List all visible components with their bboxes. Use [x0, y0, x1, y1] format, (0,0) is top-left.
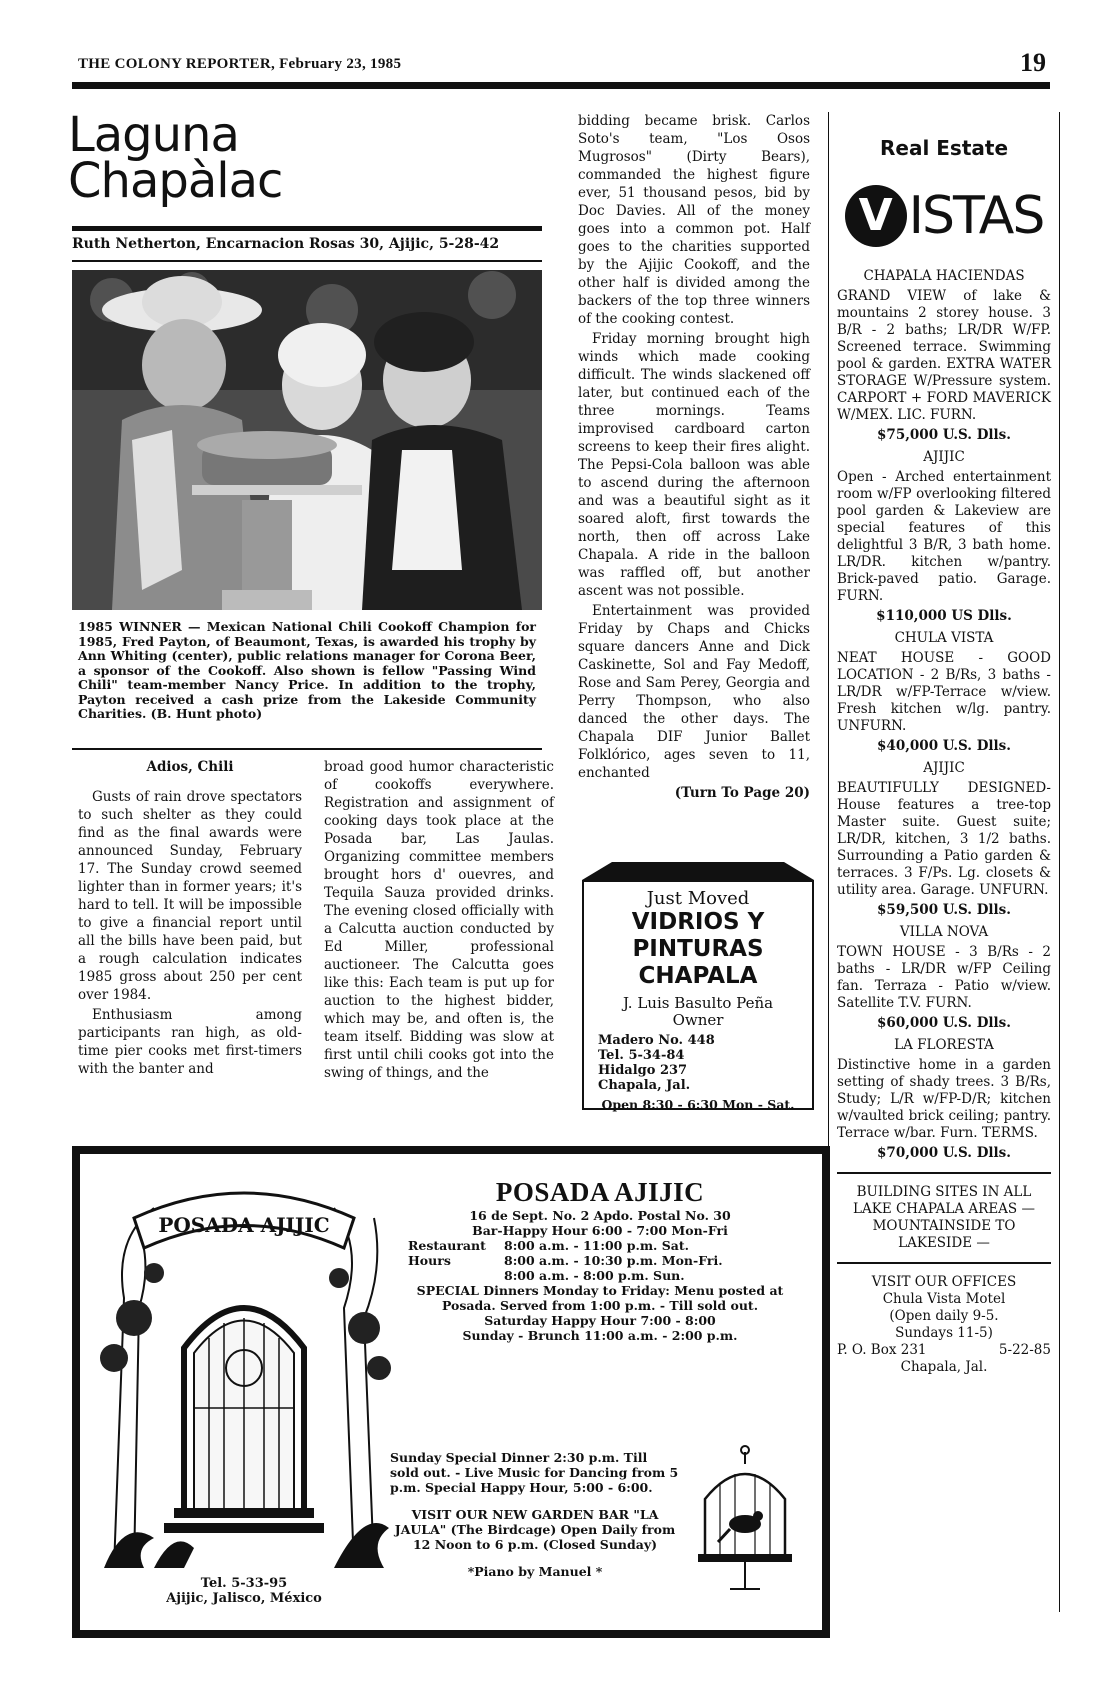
- divider: [837, 1172, 1051, 1174]
- listing-body: Open - Arched entertainment room w/FP overlooking filtered pool garden & Lakeview are special features of this delightful 3 B/R, 3 bath home. LR/DR. kitchen w/pantry. Brick-paved patio. Garage. FURN.: [837, 469, 1051, 604]
- article-paragraph: Entertainment was provided Friday by Chaps and Chicks square dancers Anne and Dick Caskinette, Sol and Fay Medoff, Rose and Sam Perey, Georgia and Perry Thompson, who also danced the other days. The Chapala DIF Junior Ballet Folklórico, ages seven to 11, enchanted: [578, 603, 810, 781]
- listing-price: $75,000 U.S. Dlls.: [877, 427, 1011, 443]
- vidrios-ad: [582, 880, 814, 1110]
- vidrios-name-2: PINTURAS: [632, 936, 764, 962]
- listing-body: TOWN HOUSE - 3 B/Rs - 2 baths - LR/DR w/FP Ceiling fan. Terraza - Patio w/view. Satellite T.V. FURN.: [837, 944, 1051, 1011]
- posada-bar-happy-hour: Bar-Happy Hour 6:00 - 7:00 Mon-Fri: [472, 1223, 728, 1238]
- photo-caption: 1985 WINNER — Mexican National Chili Cookoff Champion for 1985, Fred Payton, of Beaumont, Texas, is awarded his trophy by Ann Whiting (center), public relations manager for Corona Beer, a sponsor of the Cookoff. Also shown is fellow "Passing Wind Chili" team-member Nancy Price. In addition to the trophy, Payton received a cash prize from the Lakeside Community Charities. (B. Hunt photo): [78, 619, 536, 721]
- posada-info: [390, 1176, 810, 1343]
- listing-body: GRAND VIEW of lake & mountains 2 storey house. 3 B/R - 2 baths; LR/DR W/FP. Screened terrace. Swimming pool & garden. EXTRA WATER STORAGE W/Pressure system. CARPORT + FORD MAVERICK W/MEX. LIC. FURN.: [837, 288, 1051, 423]
- restaurant-hours-line: 8:00 a.m. - 8:00 p.m. Sun.: [504, 1268, 685, 1283]
- posada-tel: Tel. 5-33-95: [200, 1576, 288, 1591]
- section-title: [68, 107, 308, 209]
- offices-line: (Open daily 9-5.: [889, 1308, 999, 1324]
- offices-line: VISIT OUR OFFICES: [871, 1274, 1017, 1290]
- vistas-logo-v: V: [845, 185, 907, 247]
- posada-name: POSADA AJIJIC: [495, 1177, 705, 1207]
- listing-heading: AJIJIC: [923, 449, 965, 465]
- article-column-2: [324, 758, 554, 1084]
- vistas-logo: [837, 178, 1051, 254]
- ad-banner-shape: [582, 862, 814, 880]
- date-code: 5-22-85: [998, 1342, 1051, 1358]
- listing-heading: LA FLORESTA: [894, 1037, 994, 1053]
- listing-heading: AJIJIC: [923, 760, 965, 776]
- building-sites: BUILDING SITES IN ALL LAKE CHAPALA AREAS — MOUNTAINSIDE TO LAKESIDE —: [853, 1184, 1035, 1251]
- article-column-1: [78, 758, 302, 1080]
- listing: [837, 449, 1051, 625]
- vidrios-address: Madero No. 448: [598, 1033, 715, 1048]
- listing-price: $110,000 US Dlls.: [876, 608, 1012, 624]
- office-city: Chapala, Jal.: [900, 1359, 988, 1375]
- listing-heading: CHAPALA HACIENDAS: [863, 268, 1025, 284]
- posada-address: 16 de Sept. No. 2 Apdo. Postal No. 30: [469, 1208, 731, 1223]
- listing: [837, 630, 1051, 755]
- top-rule: [72, 82, 1050, 89]
- restaurant-hours-line: 8:00 a.m. - 10:30 p.m. Mon-Fri.: [504, 1253, 723, 1268]
- vidrios-owner-title: Owner: [672, 1011, 724, 1029]
- real-estate-title: Real Estate: [879, 136, 1009, 160]
- vidrios-address: Chapala, Jal.: [598, 1078, 691, 1093]
- article-paragraph: bidding became brisk. Carlos Soto's team, "Los Osos Mugrosos" (Dirty Bears), commanded the highest figure ever, 51 thousand pesos, bid by Doc Davies. All of the money goes into a common pot. Half goes to the charities supported by the Ajijic Cookoff, and the other half is divided among the backers of the top three winners of the cooking contest.: [578, 113, 810, 327]
- listing-body: NEAT HOUSE - GOOD LOCATION - 2 B/Rs, 3 baths - LR/DR w/FP-Terrace w/view. Fresh kitchen w/lg. pantry. UNFURN.: [837, 650, 1051, 734]
- masthead: [78, 48, 1046, 77]
- po-box-row: [837, 1342, 1051, 1359]
- offices-line: Chula Vista Motel: [882, 1291, 1006, 1307]
- posada-sunday-brunch: Sunday - Brunch 11:00 a.m. - 2:00 p.m.: [462, 1328, 738, 1343]
- caption-rule: [72, 748, 542, 750]
- listing-body: Distinctive home in a garden setting of shady trees. 3 B/Rs, Study; L/R w/FP-D/R; kitchen w/vaulted brick ceiling; pantry. Terrace w/bar. Furn. TERMS.: [837, 1057, 1051, 1141]
- posada-ajijic-ad: [72, 1146, 830, 1638]
- listing-price: $40,000 U.S. Dlls.: [877, 738, 1011, 754]
- article-heading: Adios, Chili: [146, 759, 234, 775]
- listing-price: $70,000 U.S. Dlls.: [877, 1145, 1011, 1161]
- page-number: 19: [1020, 48, 1046, 77]
- divider: [837, 1262, 1051, 1264]
- posada-restaurant-hours: [408, 1238, 810, 1283]
- vidrios-addresses: [598, 1033, 812, 1093]
- listing-body: BEAUTIFULLY DESIGNED-House features a tree-top Master suite. Guest suite; LR/DR, kitchen, 3 1/2 baths. Surrounding a Patio garden & terraces. 3 F/Ps. Lg. closets & utility area. Garage. UNFURN.: [837, 780, 1051, 898]
- posada-contact: [94, 1576, 394, 1606]
- article-paragraph: Friday morning brought high winds which made cooking difficult. The winds slackened off later, but continued each of the three mornings. Teams improvised cardboard carton screens to keep their fires alight. The Pepsi-Cola balloon was able to ascend during the afternoon and was a beautiful sight as it soared aloft, first towards the north, then off across Lake Chapala. A ride in the balloon was raffled off, but another ascent was not possible.: [578, 331, 810, 599]
- offices: [837, 1274, 1051, 1376]
- vidrios-address: Tel. 5-34-84: [598, 1048, 685, 1063]
- birdcage-icon: [690, 1444, 800, 1594]
- listings: [837, 268, 1051, 1376]
- restaurant-hours-line: 8:00 a.m. - 11:00 p.m. Sat.: [504, 1238, 690, 1253]
- posada-piano: *Piano by Manuel *: [467, 1564, 603, 1579]
- vidrios-name-1: VIDRIOS Y: [631, 909, 765, 935]
- posada-special: SPECIAL Dinners Monday to Friday: Menu posted at Posada. Served from 1:00 p.m. - Till sold out.: [416, 1283, 784, 1313]
- cookoff-photo: [72, 270, 542, 610]
- vistas-logo-text: ISTAS: [908, 186, 1044, 246]
- article-paragraph: Enthusiasm among participants ran high, as old-time pier cooks met first-timers with the banter and: [78, 1007, 302, 1077]
- listing: [837, 924, 1051, 1032]
- posada-garden-bar: VISIT OUR NEW GARDEN BAR "LA JAULA" (The Birdcage) Open Daily from 12 Noon to 6 p.m. (Closed Sunday): [394, 1507, 676, 1552]
- posada-location: Ajijic, Jalisco, México: [166, 1591, 322, 1606]
- section-title-line-2: Chapàlac: [68, 153, 283, 209]
- article-paragraph: Gusts of rain drove spectators to such shelter as they could find as the final awards were announced Sunday, February 17. The Sunday crowd seemed lighter than in former years; it's hard to tell. It will be impossible to give a financial report until all the bills have been paid, but a rough calculation indicates 1985 gross about 250 per cent over 1984.: [78, 789, 302, 1003]
- po-box: P. O. Box 231: [837, 1342, 927, 1358]
- posada-sunday-special: Sunday Special Dinner 2:30 p.m. Till sold out. - Live Music for Dancing from 5 p.m. Special Happy Hour, 5:00 - 6:00.: [390, 1450, 679, 1495]
- listing-price: $59,500 U.S. Dlls.: [877, 902, 1011, 918]
- article-column-3: [578, 112, 810, 804]
- masthead-text: THE COLONY REPORTER, February 23, 1985: [78, 56, 402, 72]
- listing: [837, 1037, 1051, 1162]
- listing-price: $60,000 U.S. Dlls.: [877, 1015, 1011, 1031]
- real-estate-ad: [828, 112, 1060, 1612]
- vidrios-address: Hidalgo 237: [598, 1063, 688, 1078]
- listing-heading: CHULA VISTA: [894, 630, 994, 646]
- byline: Ruth Netherton, Encarnacion Rosas 30, Ajijic, 5-28-42: [72, 236, 500, 252]
- cookoff-photo-illustration: [72, 270, 542, 610]
- continued-note: (Turn To Page 20): [674, 785, 810, 801]
- posada-lower-info: [390, 1450, 680, 1591]
- article-paragraph: broad good humor characteristic of cookoffs everywhere. Registration and assignment of cooking days took place at the Posada bar, Las Jaulas. Organizing committee members brought hors d' ouevres, and Tequila Sauza provided drinks. The evening closed officially with a Calcutta auction conducted by Ed Miller, professional auctioneer. The Calcutta goes like this: Each team is put up for auction to the highest bidder, which may be, and often is, the team itself. Bidding was slow at first until chili cooks got into the swing of things, and the: [324, 759, 554, 1081]
- vidrios-hours: Open 8:30 - 6:30 Mon - Sat.: [601, 1097, 795, 1112]
- restaurant-hours-label: Restaurant Hours: [408, 1238, 486, 1268]
- posada-gate-illustration: [94, 1178, 394, 1568]
- listing-heading: VILLA NOVA: [899, 924, 989, 940]
- listing: [837, 760, 1051, 919]
- listing: [837, 268, 1051, 444]
- vidrios-name-3: CHAPALA: [638, 963, 758, 989]
- posada-sign-text: POSADA AJIJIC: [158, 1213, 330, 1237]
- vidrios-owner-name: J. Luis Basulto Peña: [622, 994, 774, 1012]
- posada-saturday: Saturday Happy Hour 7:00 - 8:00: [484, 1313, 716, 1328]
- byline-rule: [72, 260, 542, 262]
- offices-line: Sundays 11-5): [895, 1325, 993, 1341]
- section-title-line-1: Laguna: [68, 107, 239, 163]
- vidrios-tagline: Just Moved: [646, 888, 750, 909]
- title-rule: [72, 226, 542, 231]
